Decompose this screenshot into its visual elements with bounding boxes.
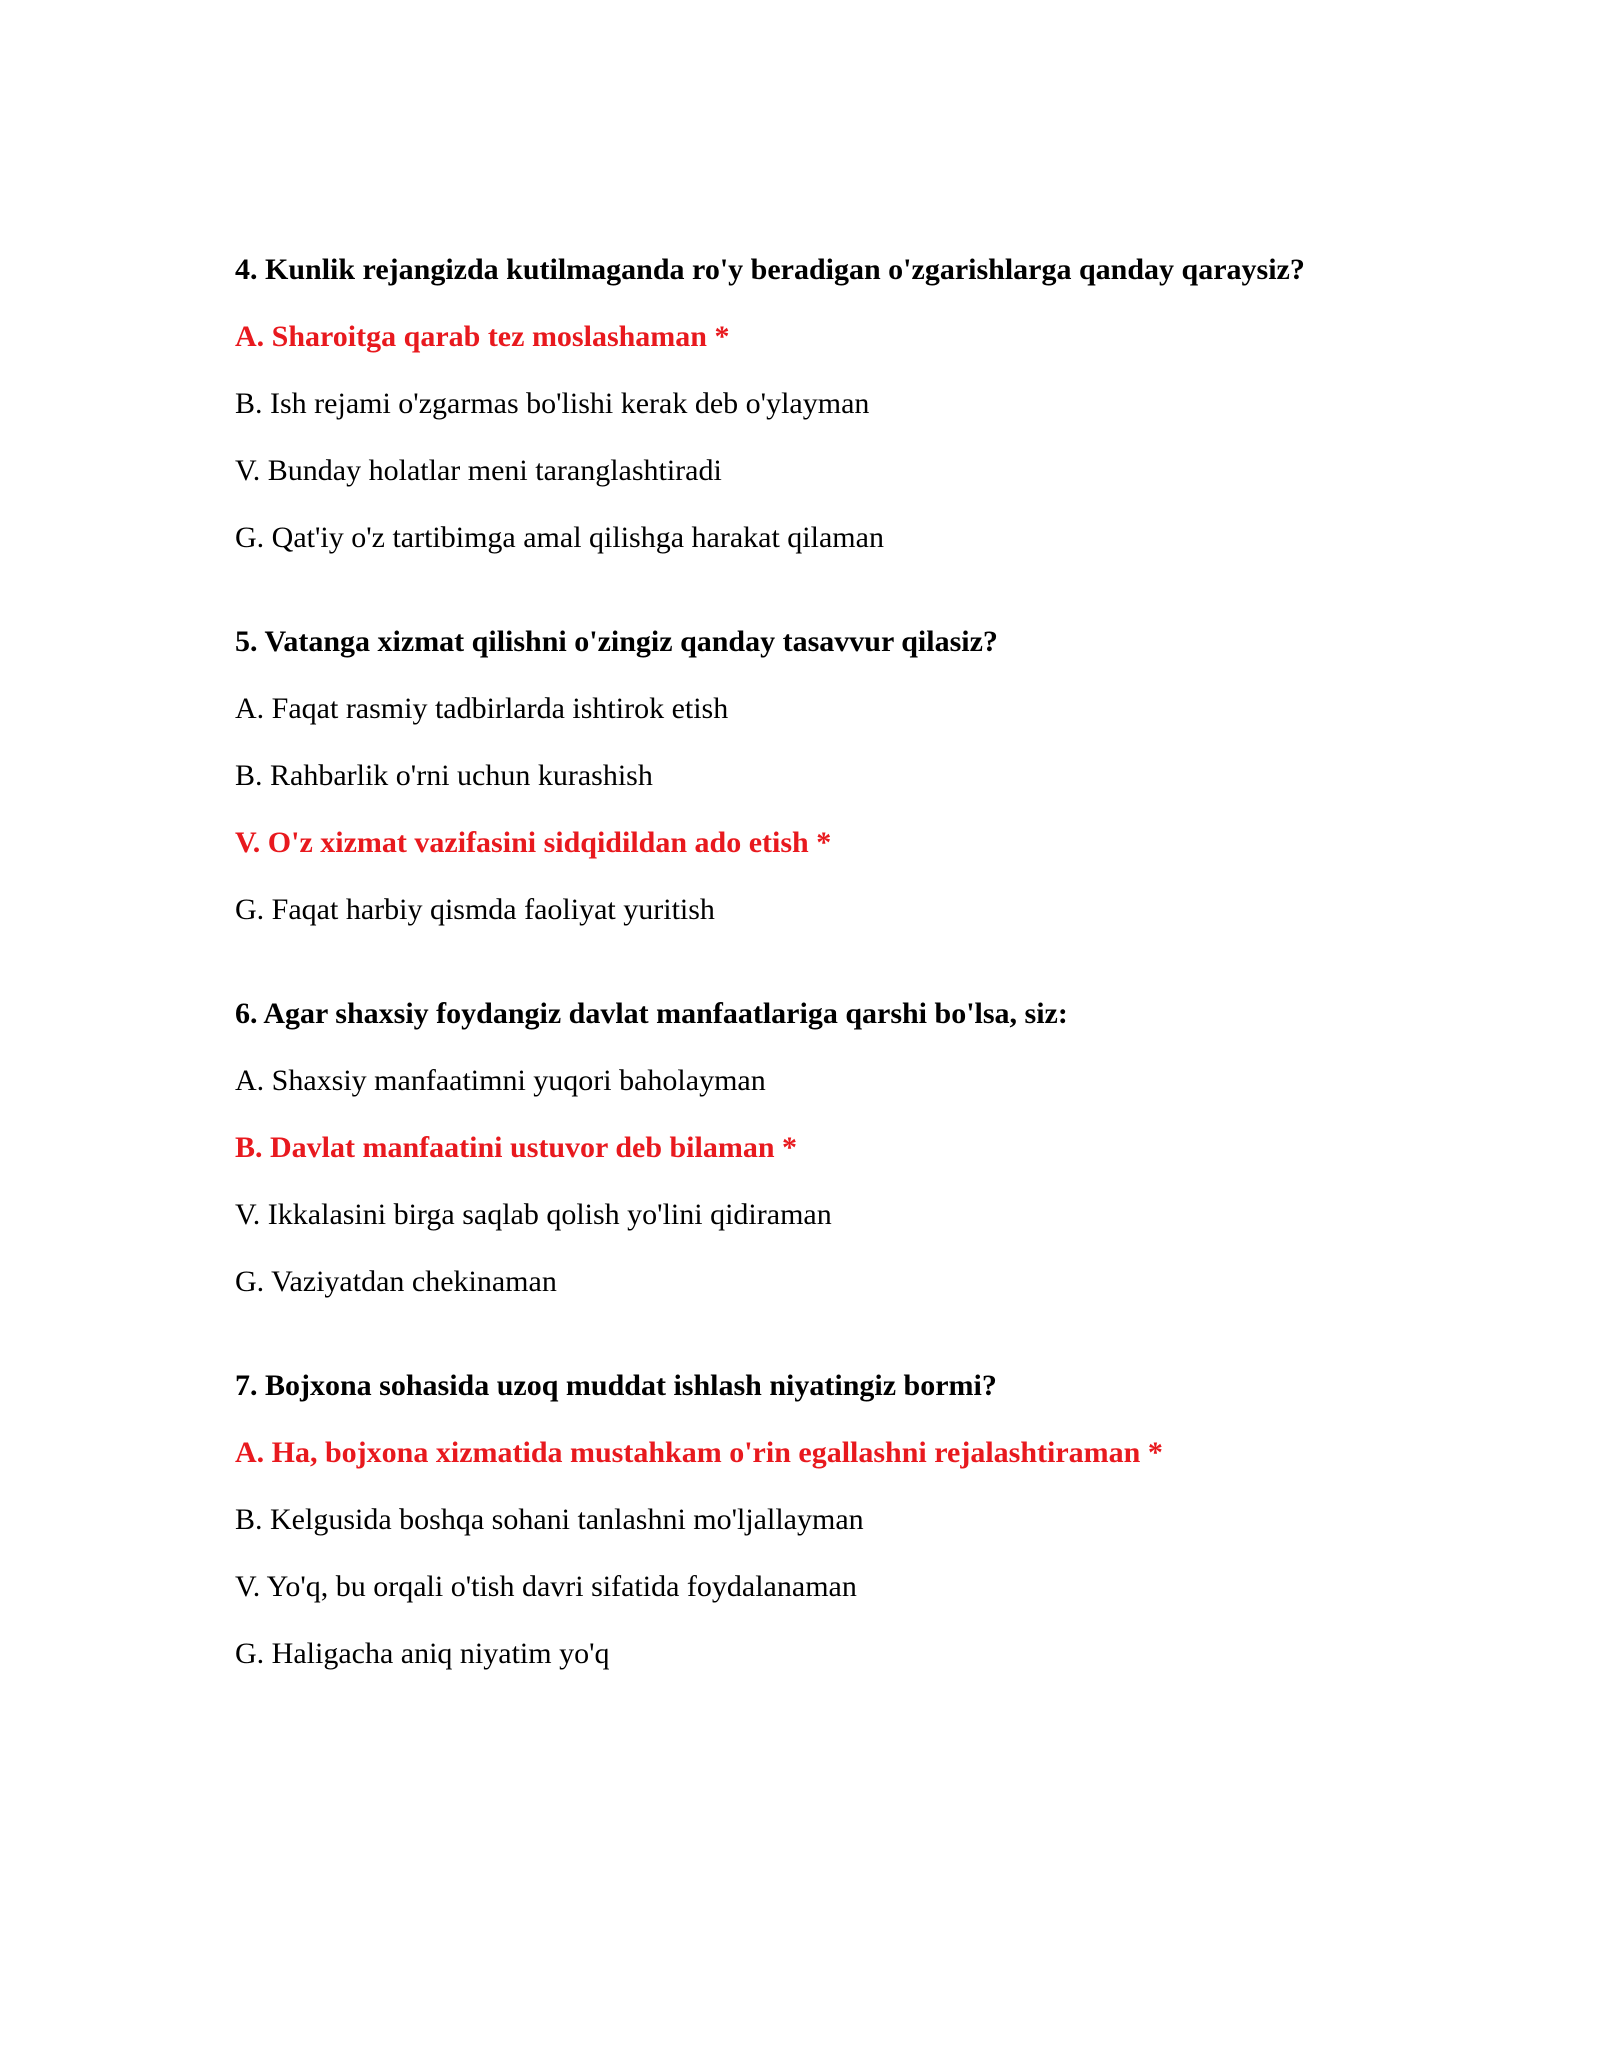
question-list (235, 252, 1485, 1740)
answer-option-correct: V. O'z xizmat vazifasini sidqidildan ado etish * (235, 826, 832, 859)
answer-option: G. Qat'iy o'z tartibimga amal qilishga harakat qilaman (235, 521, 884, 554)
question-block (235, 1368, 1485, 1672)
question-text: 5. Vatanga xizmat qilishni o'zingiz qanday tasavvur qilasiz? (235, 625, 998, 658)
answer-option: G. Vaziyatdan chekinaman (235, 1265, 557, 1298)
answer-option: A. Faqat rasmiy tadbirlarda ishtirok etish (235, 692, 729, 725)
answer-option: V. Ikkalasini birga saqlab qolish yo'lini qidiraman (235, 1198, 832, 1231)
question-block (235, 252, 1485, 556)
answer-option: A. Shaxsiy manfaatimni yuqori baholayman (235, 1064, 766, 1097)
question-text: 7. Bojxona sohasida uzoq muddat ishlash niyatingiz bormi? (235, 1369, 997, 1402)
question-block (235, 624, 1485, 928)
answer-option-correct: A. Sharoitga qarab tez moslashaman * (235, 320, 730, 353)
answer-option-correct: A. Ha, bojxona xizmatida mustahkam o'rin egallashni rejalashtiraman * (235, 1436, 1163, 1469)
question-block (235, 996, 1485, 1300)
question-text: 6. Agar shaxsiy foydangiz davlat manfaatlariga qarshi bo'lsa, siz: (235, 997, 1068, 1030)
answer-option: B. Rahbarlik o'rni uchun kurashish (235, 759, 653, 792)
answer-option: B. Kelgusida boshqa sohani tanlashni mo'ljallayman (235, 1503, 864, 1536)
answer-option: G. Faqat harbiy qismda faoliyat yuritish (235, 893, 715, 926)
answer-option: G. Haligacha aniq niyatim yo'q (235, 1637, 610, 1670)
answer-option: V. Bunday holatlar meni taranglashtiradi (235, 454, 722, 487)
answer-option: B. Ish rejami o'zgarmas bo'lishi kerak deb o'ylayman (235, 387, 870, 420)
answer-option: V. Yo'q, bu orqali o'tish davri sifatida foydalanaman (235, 1570, 857, 1603)
question-text: 4. Kunlik rejangizda kutilmaganda ro'y beradigan o'zgarishlarga qanday qaraysiz? (235, 253, 1305, 286)
answer-option-correct: B. Davlat manfaatini ustuvor deb bilaman * (235, 1131, 798, 1164)
